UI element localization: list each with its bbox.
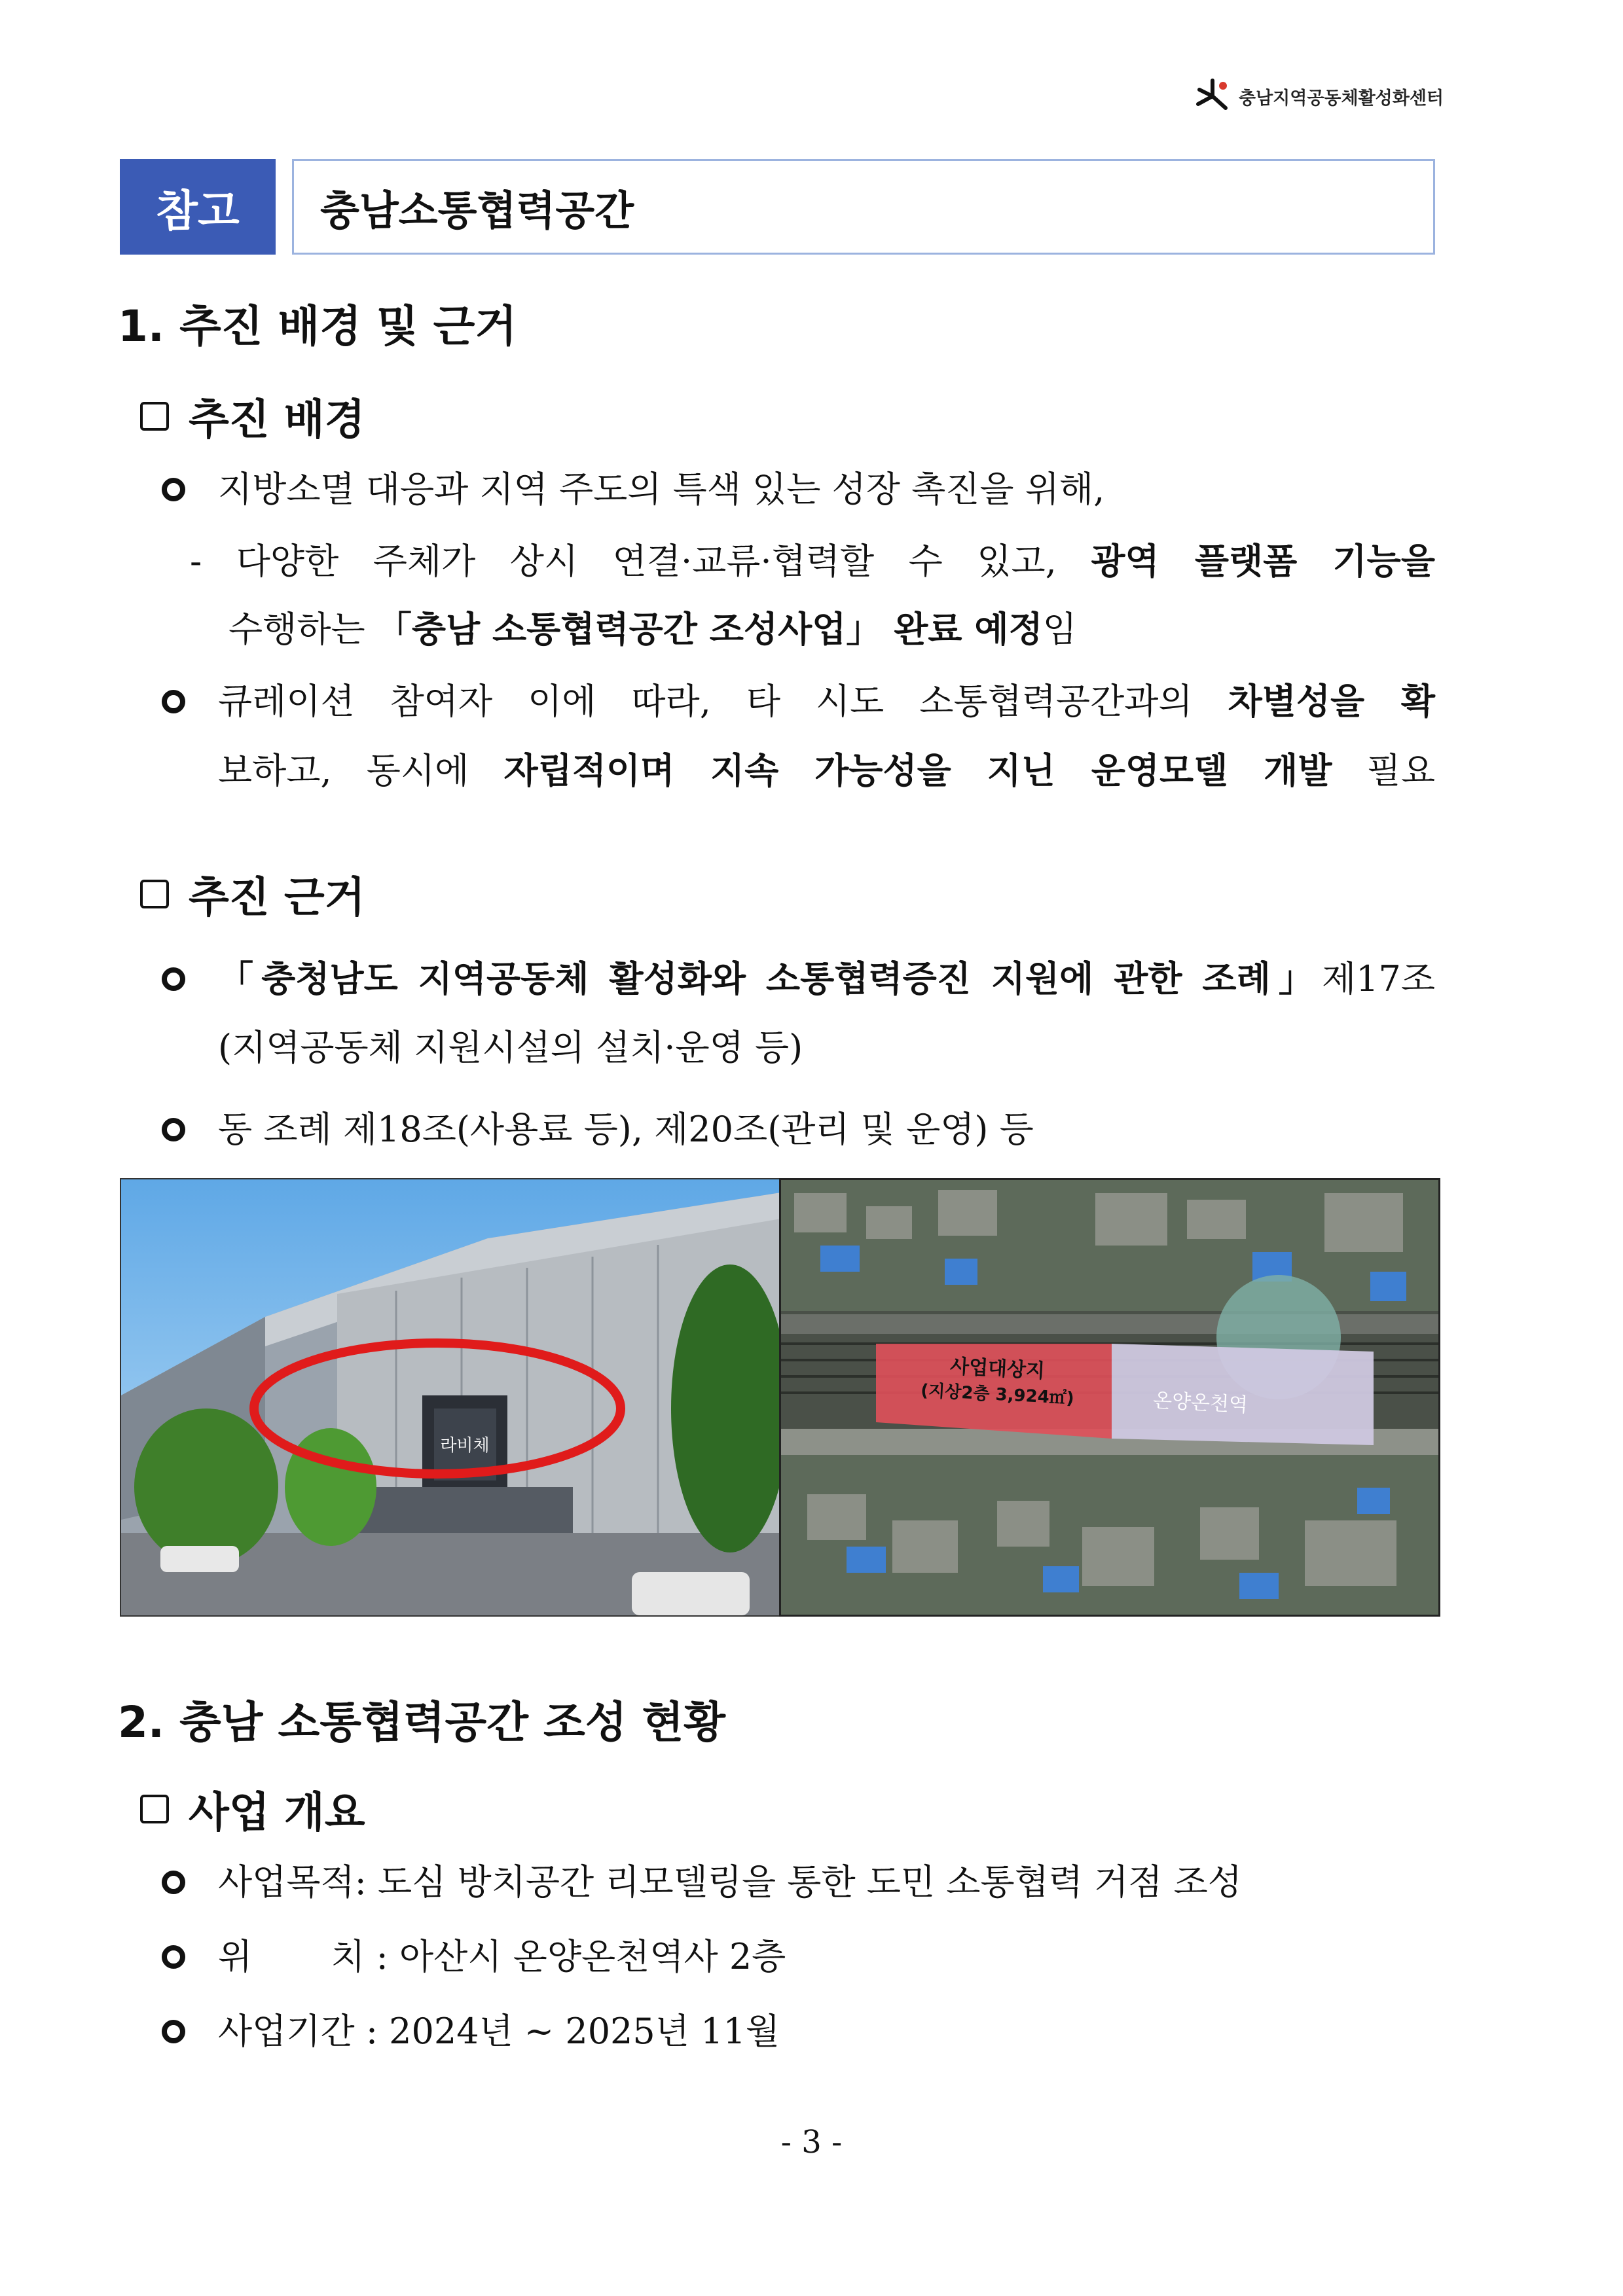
basis-bullet-1-line-1-a: 「충청남도 지역공동체 활성화와 소통협력증진 지원에 관한 조례」: [218, 958, 1322, 999]
background-bullet-2-line-2: [218, 747, 1435, 795]
overview-heading-text: 사업 개요: [189, 1789, 365, 1837]
overview-heading: [140, 1779, 365, 1839]
sparkle-logo-icon: [1193, 77, 1232, 116]
overview-location: [218, 1933, 786, 1981]
bullet-circle-icon: [162, 1118, 185, 1141]
bullet-circle-icon: [162, 478, 185, 501]
section1-heading: 1. 추진 배경 및 근거: [118, 301, 517, 351]
page-number: - 3 -: [780, 2124, 843, 2161]
basis-heading-text: 추진 근거: [189, 874, 365, 922]
background-bullet-1: 지방소멸 대응과 지역 주도의 특색 있는 성장 촉진을 위해,: [218, 469, 1105, 510]
background-bullet-2-line-2-a: 보하고, 동시에: [218, 750, 504, 791]
background-bullet-2-line-1-b: 차별성을 확: [1228, 681, 1435, 722]
bullet-circle-icon: [162, 1945, 185, 1969]
background-sub-line-2: [228, 606, 1077, 653]
sign-text: 라비체: [440, 1436, 490, 1456]
bullet-circle-icon: [162, 1871, 185, 1894]
station-photo: [120, 1178, 782, 1617]
overview-location-label: 위 치: [218, 1936, 365, 1977]
background-bullet-2-line-2-c: 필요: [1332, 750, 1435, 791]
background-sub-line-2-c: 임: [1042, 609, 1077, 650]
overview-period: 사업기간 : 2024년 ~ 2025년 11월: [218, 2011, 780, 2052]
bullet-circle-icon: [162, 967, 185, 991]
basis-bullet-1-line-1-b: 제17조: [1321, 958, 1435, 999]
map-station-label: 온양온천역: [1152, 1389, 1249, 1417]
org-name: 충남지역공동체활성화센터: [1239, 88, 1444, 109]
background-bullet-2-line-2-b: 자립적이며 지속 가능성을 지닌 운영모델 개발: [503, 750, 1332, 791]
background-sub-line-2-b: 「충남 소통협력공간 조성사업」 완료 예정: [376, 609, 1043, 650]
section2-heading: 2. 충남 소통협력공간 조성 현황: [118, 1697, 725, 1748]
background-sub-line-1-b: 광역 플랫폼 기능을: [1091, 541, 1435, 582]
checkbox-square-icon: [140, 402, 169, 431]
map-site-label-line-2: (지상2층 3,924㎡): [920, 1380, 1075, 1409]
overview-purpose: 사업목적: 도심 방치공간 리모델링을 통한 도민 소통협력 거점 조성: [218, 1861, 1242, 1903]
background-heading: [140, 386, 365, 446]
background-sub-line-2-a: 수행하는: [228, 609, 376, 650]
background-bullet-2-line-1-a: 큐레이션 참여자 이에 따라, 타 시도 소통협력공간과의: [218, 681, 1228, 722]
map-site-label-line-1: 사업대상지: [949, 1355, 1046, 1383]
bullet-circle-icon: [162, 2020, 185, 2043]
overview-location-value: : 아산시 온양온천역사 2층: [376, 1936, 786, 1977]
background-sub-line-1-a: - 다양한 주체가 상시 연결·교류·협력할 수 있고,: [190, 541, 1091, 582]
checkbox-square-icon: [140, 1795, 169, 1823]
background-bullet-2-line-1: [218, 678, 1435, 725]
basis-bullet-2: 동 조례 제18조(사용료 등), 제20조(관리 및 운영) 등: [218, 1109, 1034, 1150]
basis-bullet-1-line-1: [218, 956, 1435, 1003]
bullet-circle-icon: [162, 690, 185, 713]
reference-title: [292, 159, 1435, 255]
background-sub-line-1: [190, 538, 1435, 585]
checkbox-square-icon: [140, 880, 169, 908]
basis-bullet-1-line-2: (지역공동체 지원시설의 설치·운영 등): [218, 1027, 803, 1068]
org-logo: [1193, 73, 1448, 119]
reference-badge: 참고: [120, 159, 276, 255]
background-heading-text: 추진 배경: [189, 396, 365, 444]
aerial-map: [779, 1178, 1440, 1617]
reference-title-text: 충남소통협력공간: [320, 186, 634, 234]
basis-heading: [140, 864, 365, 924]
